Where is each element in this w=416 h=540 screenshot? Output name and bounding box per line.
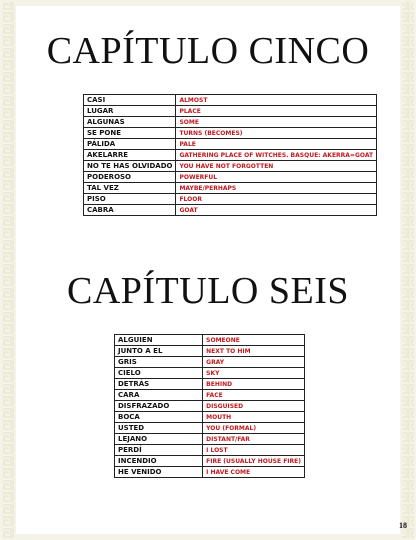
english-translation: PLACE [176, 106, 377, 117]
english-translation: POWERFUL [176, 172, 377, 183]
english-translation: I LOST [203, 445, 305, 456]
spanish-term: DETRÁS [115, 379, 203, 390]
english-translation: YOU (FORMAL) [203, 423, 305, 434]
spanish-term: JUNTO A EL [115, 346, 203, 357]
english-translation: I HAVE COME [203, 467, 305, 478]
english-translation: FLOOR [176, 194, 377, 205]
spanish-term: PODEROSO [84, 172, 176, 183]
english-translation: FIRE (USUALLY HOUSE FIRE) [203, 456, 305, 467]
page-number: 18 [399, 521, 407, 530]
english-translation: DISTANT/FAR [203, 434, 305, 445]
spanish-term: ALGUIEN [115, 335, 203, 346]
spanish-term: USTED [115, 423, 203, 434]
english-translation: SKY [203, 368, 305, 379]
table-row [84, 106, 377, 117]
spanish-term: PISO [84, 194, 176, 205]
english-translation: PALE [176, 139, 377, 150]
spanish-term: GRIS [115, 357, 203, 368]
english-translation: ALMOST [176, 95, 377, 106]
english-translation: GOAT [176, 205, 377, 216]
spanish-term: BOCA [115, 412, 203, 423]
table-row [115, 401, 305, 412]
page [16, 6, 400, 534]
spanish-term: NO TE HAS OLVIDADO [84, 161, 176, 172]
english-translation: MAYBE/PERHAPS [176, 183, 377, 194]
table-row [84, 183, 377, 194]
chapter-five-vocab-table [83, 94, 377, 216]
chapter-six-title: CAPÍTULO SEIS [66, 270, 350, 312]
spanish-term: CARA [115, 390, 203, 401]
english-translation: TURNS (BECOMES) [176, 128, 377, 139]
table-row [84, 139, 377, 150]
table-row [115, 368, 305, 379]
spanish-term: CASI [84, 95, 176, 106]
table-row [84, 205, 377, 216]
table-row [115, 335, 305, 346]
spanish-term: SE PONE [84, 128, 176, 139]
table-row [84, 194, 377, 205]
table-row [84, 150, 377, 161]
english-translation: FACE [203, 390, 305, 401]
table-row [115, 357, 305, 368]
english-translation: DISGUISED [203, 401, 305, 412]
table-row [84, 128, 377, 139]
table-row [115, 445, 305, 456]
spanish-term: TAL VEZ [84, 183, 176, 194]
spanish-term: ALGUNAS [84, 117, 176, 128]
chapter-five-title: CAPÍTULO CINCO [46, 30, 370, 72]
table-row [115, 390, 305, 401]
table-row [115, 379, 305, 390]
spanish-term: CIELO [115, 368, 203, 379]
chapter-six-vocab-table [114, 334, 305, 478]
english-translation: GATHERING PLACE OF WITCHES. BASQUE: AKERRA=GOAT [176, 150, 377, 161]
english-translation: SOMEONE [203, 335, 305, 346]
spanish-term: PÁLIDA [84, 139, 176, 150]
english-translation: SOME [176, 117, 377, 128]
table-row [84, 95, 377, 106]
table-row [84, 161, 377, 172]
spanish-term: PERDÍ [115, 445, 203, 456]
table-row [115, 423, 305, 434]
table-row [115, 434, 305, 445]
table-row [84, 117, 377, 128]
spanish-term: DISFRAZADO [115, 401, 203, 412]
english-translation: BEHIND [203, 379, 305, 390]
english-translation: GRAY [203, 357, 305, 368]
english-translation: YOU HAVE NOT FORGOTTEN [176, 161, 377, 172]
spanish-term: CABRA [84, 205, 176, 216]
table-row [115, 346, 305, 357]
spanish-term: LUGAR [84, 106, 176, 117]
spanish-term: LEJANO [115, 434, 203, 445]
table-row [115, 467, 305, 478]
english-translation: MOUTH [203, 412, 305, 423]
table-row [84, 172, 377, 183]
spanish-term: INCENDIO [115, 456, 203, 467]
spanish-term: AKELARRE [84, 150, 176, 161]
table-row [115, 456, 305, 467]
spanish-term: HE VENIDO [115, 467, 203, 478]
english-translation: NEXT TO HIM [203, 346, 305, 357]
table-row [115, 412, 305, 423]
